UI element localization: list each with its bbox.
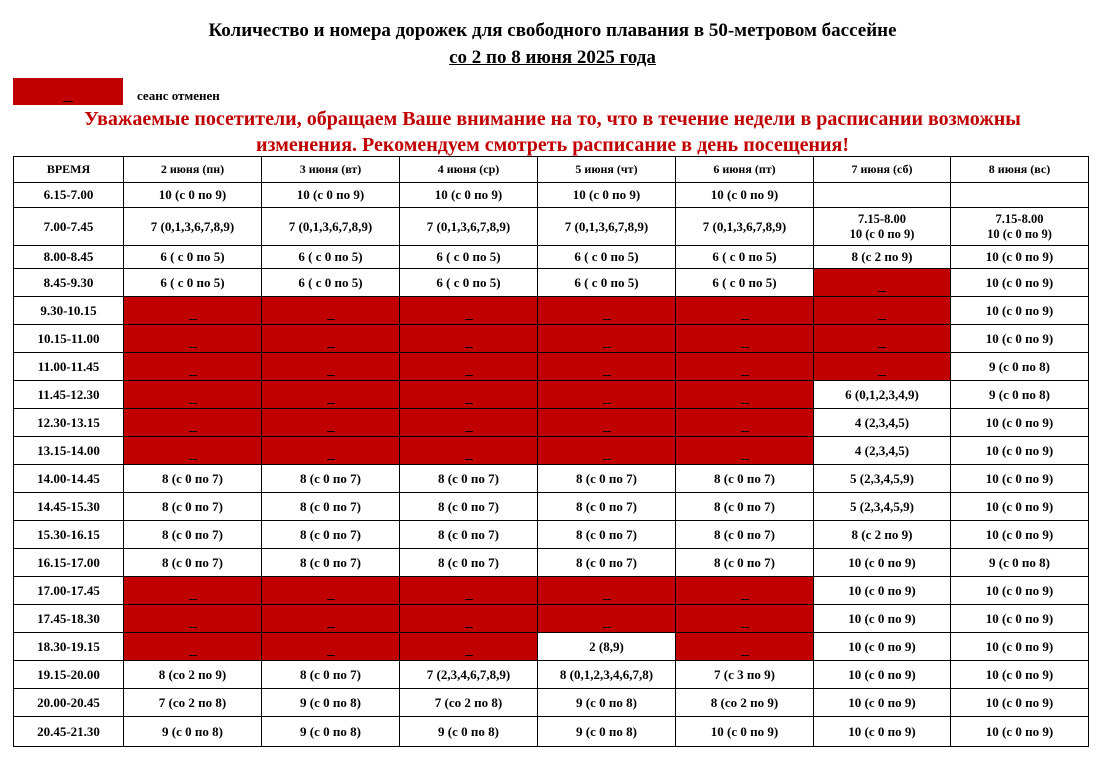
- time-slot-cell: 14.45-15.30: [14, 493, 124, 521]
- lanes-cell: 9 (с 0 по 8): [538, 689, 676, 717]
- table-row: [14, 717, 1089, 747]
- lanes-cell: 7.15-8.00 10 (с 0 по 9): [951, 208, 1089, 246]
- lanes-cell: 10 (с 0 по 9): [951, 577, 1089, 605]
- cancelled-session-cell: [262, 325, 400, 353]
- cancelled-dash-mark: [603, 599, 611, 600]
- lanes-cell: 10 (с 0 по 9): [676, 717, 814, 747]
- table-row: [14, 549, 1089, 577]
- lanes-cell: 8 (с 0 по 7): [538, 549, 676, 577]
- cancelled-dash-mark: [878, 375, 886, 376]
- lanes-cell: 10 (с 0 по 9): [814, 661, 951, 689]
- lanes-cell: 7 (2,3,4,6,7,8,9): [400, 661, 538, 689]
- legend-cancelled-swatch: [13, 78, 123, 105]
- cancelled-dash-mark: [741, 403, 749, 404]
- cancelled-session-cell: [814, 269, 951, 297]
- cancelled-dash-mark: [465, 459, 473, 460]
- lanes-cell: 7 (0,1,3,6,7,8,9): [400, 208, 538, 246]
- cancelled-session-cell: [124, 297, 262, 325]
- cancelled-session-cell: [262, 577, 400, 605]
- cancelled-dash-mark: [741, 627, 749, 628]
- lanes-cell: 5 (2,3,4,5,9): [814, 465, 951, 493]
- cancelled-dash-mark: [189, 599, 197, 600]
- lanes-cell: 8 (с 0 по 7): [262, 521, 400, 549]
- cancelled-session-cell: [262, 437, 400, 465]
- lanes-cell: 10 (с 0 по 9): [951, 493, 1089, 521]
- lanes-cell: 8 (с 0 по 7): [400, 493, 538, 521]
- lanes-cell: 10 (с 0 по 9): [814, 549, 951, 577]
- cancelled-session-cell: [124, 353, 262, 381]
- lanes-cell: 8 (с 2 по 9): [814, 246, 951, 269]
- table-row: [14, 605, 1089, 633]
- table-row: [14, 381, 1089, 409]
- lanes-cell: 8 (со 2 по 9): [124, 661, 262, 689]
- table-row: [14, 633, 1089, 661]
- table-row: [14, 577, 1089, 605]
- lanes-cell: 10 (с 0 по 9): [951, 661, 1089, 689]
- cancelled-dash-mark: [603, 431, 611, 432]
- lanes-cell: 7 (0,1,3,6,7,8,9): [676, 208, 814, 246]
- lanes-cell: 10 (с 0 по 9): [124, 183, 262, 208]
- lanes-cell: 10 (с 0 по 9): [951, 437, 1089, 465]
- cancelled-dash-mark: [465, 655, 473, 656]
- lanes-cell: 8 (с 0 по 7): [262, 465, 400, 493]
- table-row: [14, 325, 1089, 353]
- cancelled-dash-mark: [327, 655, 335, 656]
- lanes-cell: 5 (2,3,4,5,9): [814, 493, 951, 521]
- lanes-cell: 7 (со 2 по 8): [400, 689, 538, 717]
- lanes-cell: 7 (со 2 по 8): [124, 689, 262, 717]
- column-header-day: 3 июня (вт): [262, 157, 400, 183]
- cancelled-dash-mark: [189, 403, 197, 404]
- time-slot-cell: 15.30-16.15: [14, 521, 124, 549]
- time-slot-cell: 11.00-11.45: [14, 353, 124, 381]
- lanes-cell: 7.15-8.00 10 (с 0 по 9): [814, 208, 951, 246]
- cancelled-session-cell: [676, 577, 814, 605]
- lanes-cell: 8 (с 0 по 7): [538, 521, 676, 549]
- lanes-cell: 8 (с 0 по 7): [262, 549, 400, 577]
- column-header-day: 2 июня (пн): [124, 157, 262, 183]
- lanes-cell: 10 (с 0 по 9): [951, 605, 1089, 633]
- column-header-day: 5 июня (чт): [538, 157, 676, 183]
- cancelled-session-cell: [124, 409, 262, 437]
- cancelled-dash-mark: [741, 431, 749, 432]
- cancelled-dash-mark: [741, 347, 749, 348]
- cancelled-dash-mark: [878, 347, 886, 348]
- cancelled-dash-mark: [603, 627, 611, 628]
- lanes-cell: 9 (с 0 по 8): [400, 717, 538, 747]
- time-slot-cell: 13.15-14.00: [14, 437, 124, 465]
- lanes-cell: 10 (с 0 по 9): [814, 689, 951, 717]
- cancelled-dash-mark: [327, 627, 335, 628]
- cancelled-session-cell: [400, 605, 538, 633]
- time-slot-cell: 20.45-21.30: [14, 717, 124, 747]
- lanes-cell: 6 (0,1,2,3,4,9): [814, 381, 951, 409]
- cancelled-session-cell: [814, 325, 951, 353]
- time-slot-cell: 19.15-20.00: [14, 661, 124, 689]
- time-slot-cell: 6.15-7.00: [14, 183, 124, 208]
- cancelled-dash-mark: [741, 319, 749, 320]
- time-slot-cell: 14.00-14.45: [14, 465, 124, 493]
- lanes-cell: 6 ( с 0 по 5): [400, 269, 538, 297]
- cancelled-dash-mark: [327, 459, 335, 460]
- column-header-day: 7 июня (сб): [814, 157, 951, 183]
- table-row: [14, 409, 1089, 437]
- cancelled-session-cell: [124, 577, 262, 605]
- lanes-cell: 8 (с 0 по 7): [676, 493, 814, 521]
- table-header-row: [14, 157, 1089, 183]
- column-header-day: 6 июня (пт): [676, 157, 814, 183]
- cancelled-session-cell: [676, 409, 814, 437]
- cancelled-session-cell: [262, 633, 400, 661]
- lanes-cell: 10 (с 0 по 9): [951, 521, 1089, 549]
- lanes-cell: 10 (с 0 по 9): [951, 246, 1089, 269]
- lanes-cell: 8 (с 0 по 7): [400, 521, 538, 549]
- time-slot-cell: 20.00-20.45: [14, 689, 124, 717]
- time-slot-cell: 16.15-17.00: [14, 549, 124, 577]
- cancelled-session-cell: [676, 381, 814, 409]
- lanes-cell: 10 (с 0 по 9): [262, 183, 400, 208]
- lanes-cell: 7 (0,1,3,6,7,8,9): [538, 208, 676, 246]
- lanes-cell: 6 ( с 0 по 5): [676, 269, 814, 297]
- lanes-cell: 6 ( с 0 по 5): [538, 246, 676, 269]
- cancelled-session-cell: [400, 353, 538, 381]
- cancelled-dash-mark: [603, 375, 611, 376]
- lanes-cell: 10 (с 0 по 9): [951, 717, 1089, 747]
- cancelled-session-cell: [676, 605, 814, 633]
- lanes-cell: 10 (с 0 по 9): [951, 633, 1089, 661]
- cancelled-session-cell: [814, 353, 951, 381]
- lanes-cell: 8 (со 2 по 9): [676, 689, 814, 717]
- cancelled-dash-mark: [189, 627, 197, 628]
- cancelled-dash-mark: [465, 375, 473, 376]
- cancelled-session-cell: [400, 409, 538, 437]
- lanes-cell: 9 (с 0 по 8): [538, 717, 676, 747]
- page-subtitle: со 2 по 8 июня 2025 года: [449, 47, 656, 68]
- lanes-cell: 10 (с 0 по 9): [814, 633, 951, 661]
- cancelled-session-cell: [538, 297, 676, 325]
- table-row: [14, 208, 1089, 246]
- cancelled-session-cell: [400, 577, 538, 605]
- cancelled-session-cell: [538, 381, 676, 409]
- cancelled-session-cell: [538, 437, 676, 465]
- empty-cell: [951, 183, 1089, 208]
- table-row: [14, 465, 1089, 493]
- time-slot-cell: 8.00-8.45: [14, 246, 124, 269]
- legend-cancelled-label: сеанс отменен: [137, 88, 220, 103]
- lanes-cell: 6 ( с 0 по 5): [676, 246, 814, 269]
- cancelled-session-cell: [814, 297, 951, 325]
- lanes-cell: 8 (с 0 по 7): [262, 493, 400, 521]
- table-row: [14, 521, 1089, 549]
- table-row: [14, 437, 1089, 465]
- cancelled-dash-mark: [878, 291, 886, 292]
- cancelled-dash-mark: [327, 431, 335, 432]
- lanes-cell: 10 (с 0 по 9): [951, 689, 1089, 717]
- lanes-cell: 8 (с 0 по 7): [400, 465, 538, 493]
- lanes-cell: 2 (8,9): [538, 633, 676, 661]
- cancelled-session-cell: [400, 381, 538, 409]
- time-slot-cell: 9.30-10.15: [14, 297, 124, 325]
- cancelled-dash-mark: [327, 347, 335, 348]
- cancelled-dash-mark: [603, 319, 611, 320]
- lanes-cell: 9 (с 0 по 8): [951, 549, 1089, 577]
- cancelled-dash-mark: [327, 599, 335, 600]
- cancelled-dash-mark: [465, 403, 473, 404]
- cancelled-dash-mark: [741, 599, 749, 600]
- lanes-cell: 9 (с 0 по 8): [262, 689, 400, 717]
- time-slot-cell: 8.45-9.30: [14, 269, 124, 297]
- lanes-cell: 8 (0,1,2,3,4,6,7,8): [538, 661, 676, 689]
- lanes-cell: 10 (с 0 по 9): [814, 577, 951, 605]
- table-row: [14, 297, 1089, 325]
- cancelled-session-cell: [676, 633, 814, 661]
- cancelled-dash-mark: [465, 599, 473, 600]
- time-slot-cell: 18.30-19.15: [14, 633, 124, 661]
- lanes-cell: 10 (с 0 по 9): [951, 297, 1089, 325]
- lanes-cell: 8 (с 0 по 7): [538, 465, 676, 493]
- lanes-cell: 10 (с 0 по 9): [951, 325, 1089, 353]
- lanes-cell: 8 (с 0 по 7): [538, 493, 676, 521]
- lanes-cell: 10 (с 0 по 9): [400, 183, 538, 208]
- lanes-cell: 9 (с 0 по 8): [951, 353, 1089, 381]
- cancelled-session-cell: [400, 437, 538, 465]
- cancelled-dash-mark: [603, 459, 611, 460]
- lanes-cell: 4 (2,3,4,5): [814, 437, 951, 465]
- time-slot-cell: 11.45-12.30: [14, 381, 124, 409]
- lanes-cell: 10 (с 0 по 9): [538, 183, 676, 208]
- time-slot-cell: 10.15-11.00: [14, 325, 124, 353]
- cancelled-dash-mark: [465, 319, 473, 320]
- table-row: [14, 661, 1089, 689]
- lanes-cell: 10 (с 0 по 9): [676, 183, 814, 208]
- column-header-time: ВРЕМЯ: [14, 157, 124, 183]
- cancelled-session-cell: [400, 633, 538, 661]
- lanes-cell: 8 (с 0 по 7): [676, 465, 814, 493]
- cancelled-session-cell: [124, 381, 262, 409]
- cancelled-dash-mark: [603, 347, 611, 348]
- lanes-cell: 8 (с 2 по 9): [814, 521, 951, 549]
- notice-text: Уважаемые посетители, обращаем Ваше внимание на то, что в течение недели в расписании возможны изменения. Рекомендуем смотреть расписание в день посещения!: [84, 108, 1021, 156]
- time-slot-cell: 17.45-18.30: [14, 605, 124, 633]
- lanes-cell: 8 (с 0 по 7): [676, 549, 814, 577]
- cancelled-dash-mark: [327, 319, 335, 320]
- cancelled-dash-mark: [327, 403, 335, 404]
- cancelled-session-cell: [676, 325, 814, 353]
- cancelled-session-cell: [124, 633, 262, 661]
- cancelled-dash-mark: [465, 431, 473, 432]
- lanes-cell: 9 (с 0 по 8): [124, 717, 262, 747]
- cancelled-session-cell: [124, 437, 262, 465]
- lanes-cell: 8 (с 0 по 7): [124, 493, 262, 521]
- cancelled-dash-mark: [189, 347, 197, 348]
- time-slot-cell: 12.30-13.15: [14, 409, 124, 437]
- lanes-cell: 8 (с 0 по 7): [124, 549, 262, 577]
- page-title: Количество и номера дорожек для свободного плавания в 50-метровом бассейне: [208, 20, 897, 41]
- cancelled-session-cell: [400, 325, 538, 353]
- column-header-day: 4 июня (ср): [400, 157, 538, 183]
- lanes-cell: 6 ( с 0 по 5): [262, 269, 400, 297]
- time-slot-cell: 7.00-7.45: [14, 208, 124, 246]
- column-header-day: 8 июня (вс): [951, 157, 1089, 183]
- table-row: [14, 353, 1089, 381]
- cancelled-session-cell: [538, 353, 676, 381]
- lanes-cell: 10 (с 0 по 9): [814, 717, 951, 747]
- lanes-cell: 10 (с 0 по 9): [814, 605, 951, 633]
- cancelled-session-cell: [262, 409, 400, 437]
- lanes-cell: 7 (0,1,3,6,7,8,9): [262, 208, 400, 246]
- table-row: [14, 269, 1089, 297]
- lanes-cell: 8 (с 0 по 7): [124, 465, 262, 493]
- cancelled-dash-mark: [603, 403, 611, 404]
- cancelled-session-cell: [538, 409, 676, 437]
- lanes-cell: 7 (0,1,3,6,7,8,9): [124, 208, 262, 246]
- lanes-cell: 8 (с 0 по 7): [676, 521, 814, 549]
- cancelled-session-cell: [262, 381, 400, 409]
- cancelled-session-cell: [262, 605, 400, 633]
- cancelled-dash-mark: [189, 375, 197, 376]
- lanes-cell: 8 (с 0 по 7): [400, 549, 538, 577]
- lanes-cell: 10 (с 0 по 9): [951, 409, 1089, 437]
- lanes-cell: 6 ( с 0 по 5): [262, 246, 400, 269]
- cancelled-session-cell: [676, 437, 814, 465]
- lanes-cell: 8 (с 0 по 7): [262, 661, 400, 689]
- lanes-cell: 10 (с 0 по 9): [951, 465, 1089, 493]
- cancelled-dash-mark: [741, 375, 749, 376]
- cancelled-session-cell: [124, 325, 262, 353]
- table-row: [14, 183, 1089, 208]
- table-row: [14, 689, 1089, 717]
- cancelled-dash-mark: [189, 655, 197, 656]
- cancelled-session-cell: [538, 325, 676, 353]
- cancelled-dash-mark: [878, 319, 886, 320]
- cancelled-session-cell: [538, 577, 676, 605]
- cancelled-session-cell: [262, 297, 400, 325]
- cancelled-dash-mark: [189, 431, 197, 432]
- lanes-cell: 10 (с 0 по 9): [951, 269, 1089, 297]
- cancelled-session-cell: [676, 297, 814, 325]
- cancelled-session-cell: [538, 605, 676, 633]
- cancelled-dash-mark: [741, 459, 749, 460]
- cancelled-session-cell: [676, 353, 814, 381]
- cancelled-dash-mark: [741, 655, 749, 656]
- lanes-cell: 9 (с 0 по 8): [951, 381, 1089, 409]
- lanes-cell: 6 ( с 0 по 5): [124, 269, 262, 297]
- cancelled-dash-mark: [189, 459, 197, 460]
- lanes-cell: 7 (с 3 по 9): [676, 661, 814, 689]
- cancelled-session-cell: [124, 605, 262, 633]
- time-slot-cell: 17.00-17.45: [14, 577, 124, 605]
- cancelled-session-cell: [400, 297, 538, 325]
- lanes-cell: 6 ( с 0 по 5): [400, 246, 538, 269]
- cancelled-dash-mark: [189, 319, 197, 320]
- cancelled-dash-mark: [465, 347, 473, 348]
- cancelled-session-cell: [262, 353, 400, 381]
- lanes-cell: 9 (с 0 по 8): [262, 717, 400, 747]
- lanes-cell: 8 (с 0 по 7): [124, 521, 262, 549]
- schedule-table: [13, 156, 1089, 747]
- lanes-cell: 6 ( с 0 по 5): [124, 246, 262, 269]
- lanes-cell: 6 ( с 0 по 5): [538, 269, 676, 297]
- lanes-cell: 4 (2,3,4,5): [814, 409, 951, 437]
- table-row: [14, 493, 1089, 521]
- cancelled-dash-mark: [327, 375, 335, 376]
- table-row: [14, 246, 1089, 269]
- empty-cell: [814, 183, 951, 208]
- cancelled-dash-mark: [465, 627, 473, 628]
